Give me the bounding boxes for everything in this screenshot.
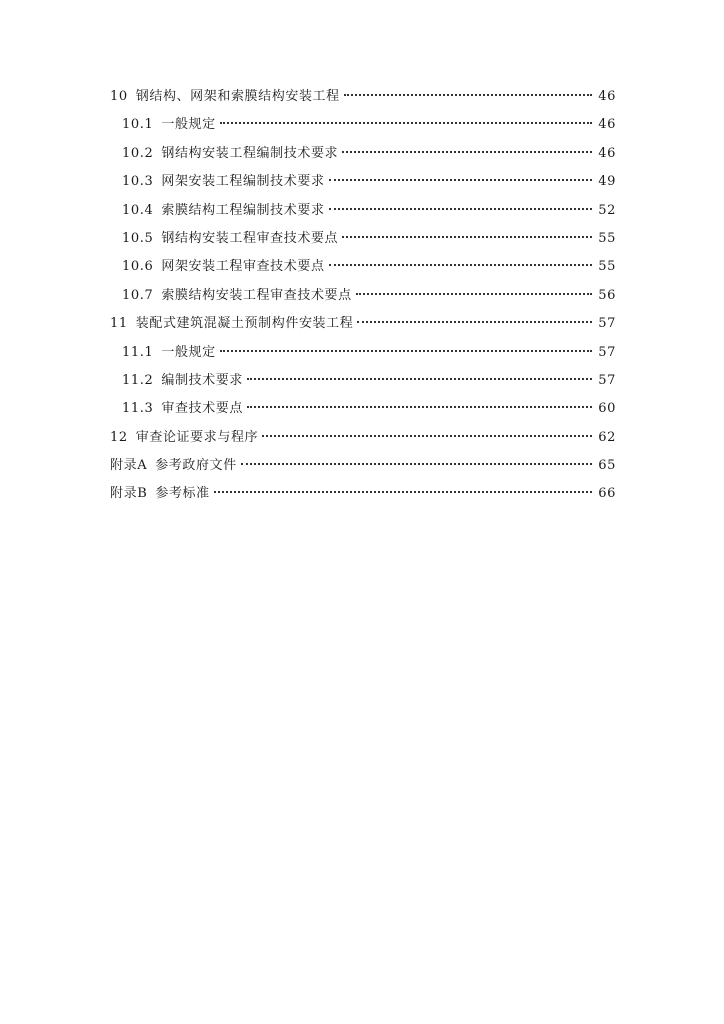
dot-leader xyxy=(247,378,592,380)
toc-entry-title: 装配式建筑混凝土预制构件安装工程 xyxy=(135,316,354,332)
toc-entry-number: 11.3 xyxy=(122,401,154,417)
toc-entry-10-2[interactable] xyxy=(110,144,616,172)
toc-entry-title: 审查技术要点 xyxy=(161,401,243,417)
toc-entry-10-3[interactable] xyxy=(110,172,616,200)
dot-leader xyxy=(342,236,592,238)
dot-leader xyxy=(357,321,592,323)
toc-entry-page: 55 xyxy=(598,230,616,246)
table-of-contents xyxy=(110,87,616,513)
toc-entry-page: 62 xyxy=(598,429,616,445)
toc-entry-title: 审查论证要求与程序 xyxy=(135,429,259,445)
toc-entry-title: 网架安装工程审查技术要点 xyxy=(161,259,325,275)
toc-entry-11-1[interactable] xyxy=(110,343,616,371)
toc-entry-page: 65 xyxy=(598,458,616,474)
dot-leader xyxy=(356,293,592,295)
toc-entry-10-1[interactable] xyxy=(110,115,616,143)
toc-entry-number: 12 xyxy=(110,429,128,445)
toc-entry-appendix-b[interactable] xyxy=(110,484,616,512)
toc-entry-title: 编制技术要求 xyxy=(161,372,243,388)
dot-leader xyxy=(329,264,593,266)
toc-entry-page: 55 xyxy=(598,259,616,275)
toc-entry-10-6[interactable] xyxy=(110,257,616,285)
toc-entry-number: 10.4 xyxy=(122,202,154,218)
toc-entry-10-7[interactable] xyxy=(110,286,616,314)
toc-entry-page: 46 xyxy=(598,145,616,161)
dot-leader xyxy=(220,122,592,124)
toc-entry-11-2[interactable] xyxy=(110,371,616,399)
toc-entry-title: 参考政府文件 xyxy=(155,458,237,474)
toc-entry-page: 66 xyxy=(598,486,616,502)
toc-entry-number: 10.1 xyxy=(122,117,154,133)
toc-entry-number: 11 xyxy=(110,316,128,332)
toc-entry-page: 57 xyxy=(598,372,616,388)
toc-entry-title: 网架安装工程编制技术要求 xyxy=(161,174,325,190)
toc-entry-number: 11.2 xyxy=(122,372,154,388)
toc-entry-title: 一般规定 xyxy=(161,117,216,133)
toc-entry-title: 一般规定 xyxy=(161,344,216,360)
toc-entry-11[interactable] xyxy=(110,314,616,342)
toc-entry-title: 参考标准 xyxy=(155,486,210,502)
toc-entry-page: 56 xyxy=(598,287,616,303)
toc-entry-10-5[interactable] xyxy=(110,229,616,257)
toc-entry-number: 附录B xyxy=(110,486,148,502)
toc-entry-title: 索膜结构安装工程审查技术要点 xyxy=(161,287,352,303)
toc-entry-title: 钢结构安装工程审查技术要点 xyxy=(161,230,339,246)
dot-leader xyxy=(214,491,592,493)
dot-leader xyxy=(247,406,592,408)
dot-leader xyxy=(329,208,593,210)
toc-entry-page: 49 xyxy=(598,174,616,190)
toc-entry-number: 10.5 xyxy=(122,230,154,246)
toc-entry-page: 52 xyxy=(598,202,616,218)
toc-entry-title: 索膜结构工程编制技术要求 xyxy=(161,202,325,218)
toc-entry-page: 57 xyxy=(598,316,616,332)
toc-entry-10-4[interactable] xyxy=(110,201,616,229)
toc-entry-12[interactable] xyxy=(110,428,616,456)
dot-leader xyxy=(329,179,593,181)
toc-entry-page: 57 xyxy=(598,344,616,360)
toc-entry-number: 10.7 xyxy=(122,287,154,303)
toc-entry-title: 钢结构、网架和索膜结构安装工程 xyxy=(135,89,340,104)
toc-entry-title: 钢结构安装工程编制技术要求 xyxy=(161,145,339,161)
toc-entry-page: 60 xyxy=(598,401,616,417)
dot-leader xyxy=(262,435,592,437)
toc-entry-number: 10 xyxy=(110,89,128,104)
dot-leader xyxy=(220,350,592,352)
toc-entry-appendix-a[interactable] xyxy=(110,456,616,484)
toc-entry-number: 10.2 xyxy=(122,145,154,161)
toc-entry-number: 11.1 xyxy=(122,344,154,360)
toc-entry-10[interactable] xyxy=(110,87,616,115)
toc-entry-page: 46 xyxy=(598,89,616,104)
toc-entry-number: 附录A xyxy=(110,458,148,474)
toc-entry-number: 10.3 xyxy=(122,174,154,190)
toc-entry-page: 46 xyxy=(598,117,616,133)
dot-leader xyxy=(344,94,592,96)
dot-leader xyxy=(241,463,592,465)
toc-entry-number: 10.6 xyxy=(122,259,154,275)
dot-leader xyxy=(342,151,592,153)
toc-entry-11-3[interactable] xyxy=(110,399,616,427)
